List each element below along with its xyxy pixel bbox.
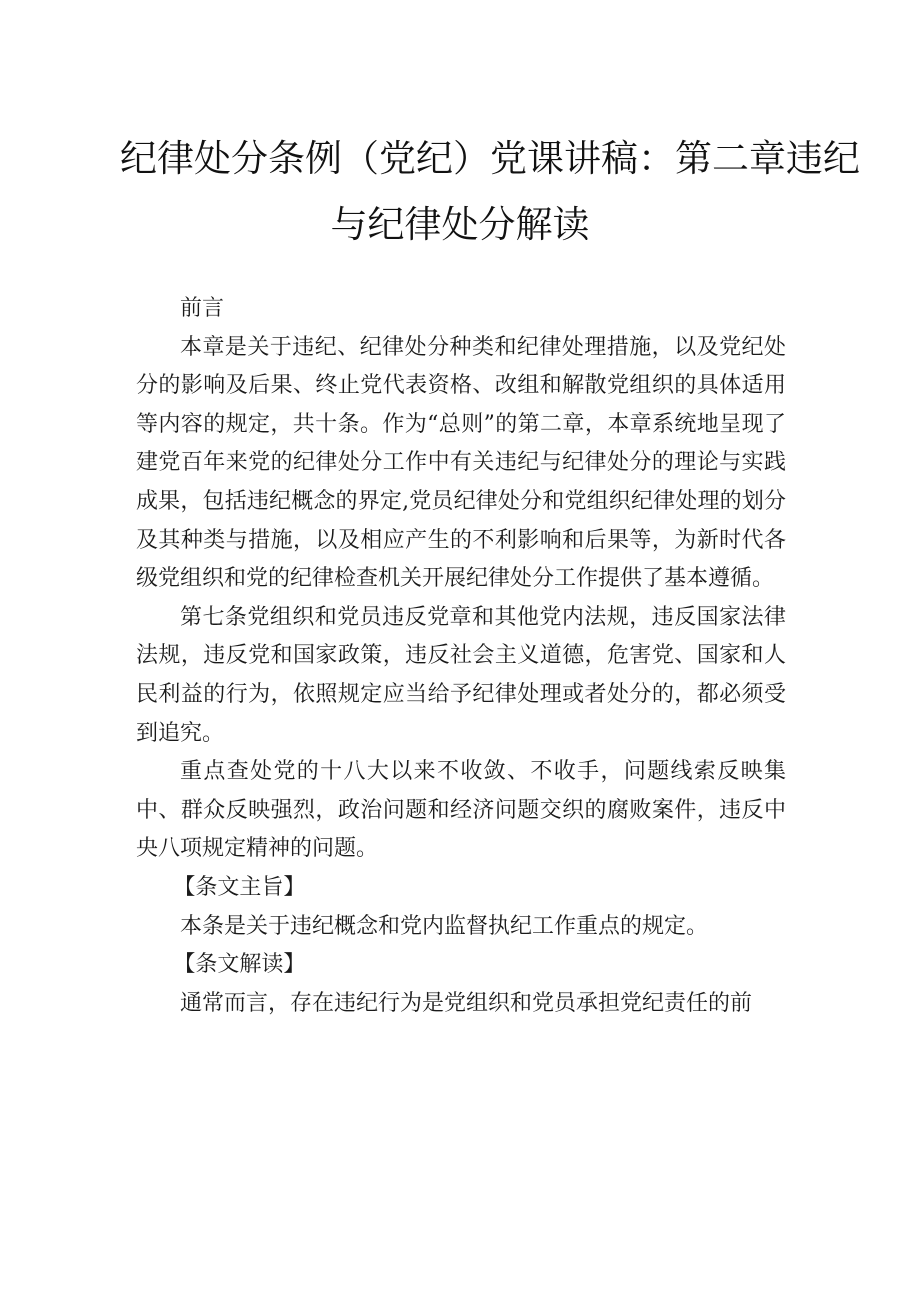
preface-heading: 前言 [180, 296, 225, 321]
title-line-2: 与纪律处分解读 [330, 203, 590, 246]
paragraph-introduction: 本章是关于违纪、纪律处分种类和纪律处理措施，以及党纪处分的影响及后果、终止党代表资格、改组和解散党组织的具体适用等内容的规定，共十条。作为“总则”的第二章，本章系统地呈现了建党百年来党的纪律处分工作中有关违纪与纪律处分的理论与实践成果，包括违纪概念的界定,党员纪律处分和党组织纪律处理的划分及其种类与措施，以及相应产生的不利影响和后果等，为新时代各级党组织和党的纪律检查机关开展纪律处分工作提供了基本遵循。 [136, 334, 786, 592]
title-line-1: 纪律处分条例（党纪）党课讲稿：第二章违纪 [120, 137, 860, 180]
article-interpretation-text: 通常而言，存在违纪行为是党组织和党员承担党纪责任的前 [180, 990, 753, 1016]
document-body [136, 290, 786, 1023]
article-purpose-heading: 【条文主旨】 [173, 874, 306, 900]
article-purpose-text: 本条是关于违纪概念和党内监督执纪工作重点的规定。 [180, 913, 709, 939]
paragraph-article-seven: 第七条党组织和党员违反党章和其他党内法规，违反国家法律法规，违反党和国家政策，违反社会主义道德，危害党、国家和人民利益的行为，依照规定应当给予纪律处理或者处分的，都必须受到追究。 [136, 604, 786, 746]
document-title [120, 126, 860, 258]
article-interpretation-heading: 【条文解读】 [173, 952, 306, 978]
paragraph-investigation-focus: 重点查处党的十八大以来不收敛、不收手，问题线索反映集中、群众反映强烈，政治问题和经济问题交织的腐败案件，违反中央八项规定精神的问题。 [136, 759, 786, 862]
